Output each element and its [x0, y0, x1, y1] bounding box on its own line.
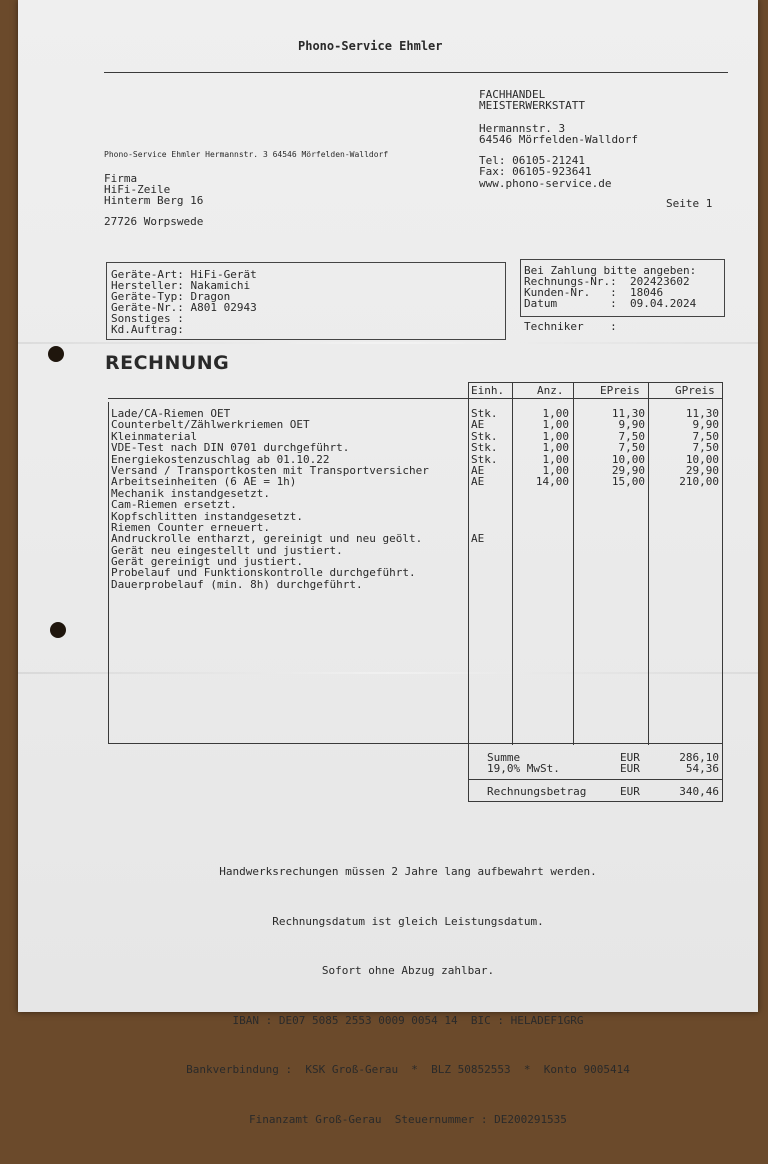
footer-line: Handwerksrechungen müssen 2 Jahre lang aufbewahrt werden. [219, 865, 597, 878]
sender-fax: Fax: 06105-923641 [479, 165, 592, 178]
col-divider-anz [512, 382, 513, 745]
anz-column [515, 408, 569, 488]
header-gpreis: GPreis [675, 384, 715, 397]
return-address: Phono-Service Ehmler Hermannstr. 3 64546 Mörfelden-Walldorf [104, 150, 389, 159]
desc-row: Gerät gereinigt und justiert. [111, 555, 304, 569]
device-nr: Geräte-Nr.: A801 02943 [111, 301, 257, 314]
mwst-value: 54,36 [685, 762, 719, 775]
gpreis-column [651, 408, 719, 488]
desc-row: Energiekostenzuschlag ab 01.10.22 [111, 452, 330, 466]
gpreis-cell: 11,30 [685, 407, 719, 420]
einh-column [471, 408, 511, 545]
sender-line2: MEISTERWERKSTATT [479, 99, 585, 112]
desc-row: Arbeitseinheiten (6 AE = 1h) [111, 475, 297, 489]
device-auftrag: Kd.Auftrag: [111, 323, 184, 336]
einh-cell: Stk. [471, 429, 498, 443]
einh-cell: Stk. [471, 441, 498, 455]
device-art: Geräte-Art: HiFi-Gerät [111, 268, 257, 281]
epreis-cell: 9,90 [618, 418, 645, 432]
header-rule [104, 72, 728, 73]
einh-cell: Stk. [471, 407, 498, 420]
desc-row: Kleinmaterial [111, 429, 198, 443]
anz-cell: 1,00 [542, 452, 569, 466]
header-top-rule [468, 382, 723, 383]
sender-web: www.phono-service.de [479, 177, 612, 190]
table-left-border [108, 402, 109, 743]
einh-cell: AE [471, 532, 485, 546]
gpreis-cell: 29,90 [685, 463, 719, 477]
desc-row: Dauerprobelauf (min. 8h) durchgeführt. [111, 577, 363, 591]
betrag-currency: EUR [620, 785, 640, 798]
anz-cell: 1,00 [542, 407, 569, 420]
footer [98, 828, 718, 1164]
einh-cell: AE [471, 418, 485, 432]
col-divider-gpreis [648, 382, 649, 745]
customer-number: Kunden-Nr. : 18046 [524, 286, 664, 299]
document-title: RECHNUNG [105, 352, 230, 374]
device-sonstiges: Sonstiges : [111, 312, 184, 325]
invoice-number: Rechnungs-Nr.: 202423602 [524, 275, 690, 288]
table-top-rule [108, 398, 723, 399]
desc-row: Cam-Riemen ersetzt. [111, 498, 237, 512]
header-anz: Anz. [537, 384, 564, 397]
mwst-label: 19,0% MwSt. [487, 762, 560, 775]
sender-line1: FACHHANDEL [479, 88, 546, 101]
einh-cell: Stk. [471, 452, 498, 466]
betrag-label: Rechnungsbetrag [487, 785, 587, 798]
einh-cell [471, 488, 511, 499]
einh-cell: AE [471, 463, 485, 477]
footer-line: Rechnungsdatum ist gleich Leistungsdatum. [272, 914, 544, 928]
epreis-cell: 15,00 [611, 475, 645, 489]
einh-cell [471, 511, 511, 522]
col-divider-epreis [573, 382, 574, 745]
footer-line: Sofort ohne Abzug zahlbar. [321, 964, 495, 978]
mwst-currency: EUR [620, 762, 640, 775]
epreis-column [576, 408, 645, 488]
anz-cell: 1,00 [542, 418, 569, 432]
punch-hole-top [48, 346, 64, 362]
sender-city: 64546 Mörfelden-Walldorf [479, 133, 638, 146]
anz-cell: 1,00 [542, 441, 569, 455]
desc-row: Mechanik instandgesetzt. [111, 486, 270, 500]
payment-heading: Bei Zahlung bitte angeben: [524, 264, 697, 277]
gpreis-cell: 7,50 [692, 441, 719, 455]
desc-row: VDE-Test nach DIN 0701 durchgeführt. [111, 441, 350, 455]
desc-row: Probelauf und Funktionskontrolle durchgeführt. [111, 566, 416, 580]
recipient-line4: 27726 Worpswede [104, 215, 204, 228]
fold-line-bottom [18, 672, 758, 674]
technician-label: Techniker : [524, 320, 617, 333]
desc-row: Counterbelt/Zählwerkriemen OET [111, 418, 310, 432]
betrag-value: 340,46 [679, 785, 719, 798]
epreis-cell: 7,50 [618, 441, 645, 455]
footer-line: Finanzamt Groß-Gerau Steuernummer : DE200291535 [249, 1112, 567, 1126]
summe-value: 286,10 [679, 751, 719, 764]
fold-line-top [18, 342, 758, 344]
epreis-cell: 10,00 [611, 452, 645, 466]
header-epreis: EPreis [600, 384, 640, 397]
gpreis-cell: 9,90 [692, 418, 719, 432]
gpreis-cell: 7,50 [692, 429, 719, 443]
summe-currency: EUR [620, 751, 640, 764]
col-divider-einh [468, 382, 469, 802]
anz-cell: 1,00 [542, 463, 569, 477]
epreis-cell: 29,90 [611, 463, 645, 477]
gpreis-cell: 10,00 [685, 452, 719, 466]
epreis-cell: 11,30 [611, 407, 645, 420]
sender-street: Hermannstr. 3 [479, 122, 566, 135]
footer-line: Bankverbindung : KSK Groß-Gerau * BLZ 50852553 * Konto 9005414 [186, 1063, 630, 1077]
desc-row: Gerät neu eingestellt und justiert. [111, 543, 343, 557]
desc-row: Lade/CA-Riemen OET [111, 407, 231, 420]
punch-hole-bottom [50, 622, 66, 638]
company-name: Phono-Service Ehmler [298, 39, 443, 53]
desc-row: Andruckrolle entharzt, gereinigt und neu geölt. [111, 532, 423, 546]
invoice-date: Datum : 09.04.2024 [524, 297, 697, 310]
header-einh: Einh. [471, 384, 505, 397]
table-right-border [722, 382, 723, 802]
anz-cell: 1,00 [542, 429, 569, 443]
table-bottom-rule [108, 743, 723, 744]
page-label: Seite 1 [666, 197, 713, 210]
device-typ: Geräte-Typ: Dragon [111, 290, 231, 303]
totals-rule-bottom [468, 801, 723, 802]
sender-tel: Tel: 06105-21241 [479, 154, 585, 167]
gpreis-cell: 210,00 [679, 475, 719, 489]
recipient-line3: Hinterm Berg 16 [104, 194, 204, 207]
recipient-line1: Firma [104, 172, 138, 185]
einh-cell: AE [471, 475, 485, 489]
desc-row: Kopfschlitten instandgesetzt. [111, 509, 304, 523]
einh-cell [471, 499, 511, 510]
device-hersteller: Hersteller: Nakamichi [111, 279, 251, 292]
invoice-paper [18, 0, 758, 1126]
footer-line: IBAN : DE07 5085 2553 0009 0054 14 BIC : HELADEF1GRG [232, 1013, 584, 1027]
recipient-line2: HiFi-Zeile [104, 183, 171, 196]
description-column [111, 408, 429, 590]
epreis-cell: 7,50 [618, 429, 645, 443]
summe-label: Summe [487, 751, 521, 764]
anz-cell: 14,00 [535, 475, 569, 489]
totals-rule-top [468, 779, 723, 780]
desc-row: Riemen Counter erneuert. [111, 520, 270, 534]
desc-row: Versand / Transportkosten mit Transportversicher [111, 463, 429, 477]
